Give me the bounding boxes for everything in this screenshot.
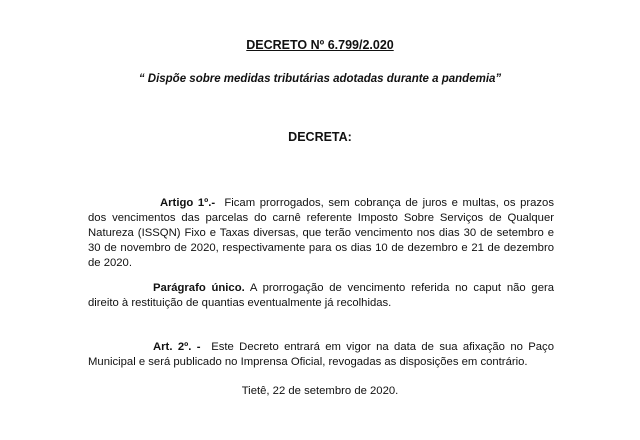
decreta-heading: DECRETA: (288, 130, 352, 144)
article-2 (88, 340, 554, 370)
decree-summary: “ Dispõe sobre medidas tributárias adotadas durante a pandemia” (138, 73, 502, 85)
sole-paragraph-text: A prorrogação de vencimento referida no caput não gera direito à restituição de quantias eventualmente já recolhidas. (88, 282, 555, 309)
place-and-date: Tietê, 22 de setembro de 2020. (241, 385, 399, 397)
article-1 (88, 196, 554, 271)
article-1-label: Artigo 1º.- (160, 197, 216, 209)
sole-paragraph (88, 281, 554, 311)
article-1-text: Ficam prorrogados, sem cobrança de juros e multas, os prazos dos vencimentos das parcelas do carnê referente Imposto Sobre Serviços de Qualquer Natureza (ISSQN) Fixo e Taxas diversas, que terão vencimento nos dias 30 de setembro e 30 de novembro de 2020, respectivamente para os dias 10 de dezembro e 21 de dezembro de 2020. (88, 197, 554, 269)
article-2-text: Este Decreto entrará em vigor na data de sua afixação no Paço Municipal e será publicado no Imprensa Oficial, revogadas as disposições em contrário. (88, 341, 554, 368)
sole-paragraph-label: Parágrafo único. (153, 282, 245, 294)
article-2-label: Art. 2º. - (153, 341, 201, 353)
decree-title: DECRETO Nº 6.799/2.020 (246, 38, 394, 52)
